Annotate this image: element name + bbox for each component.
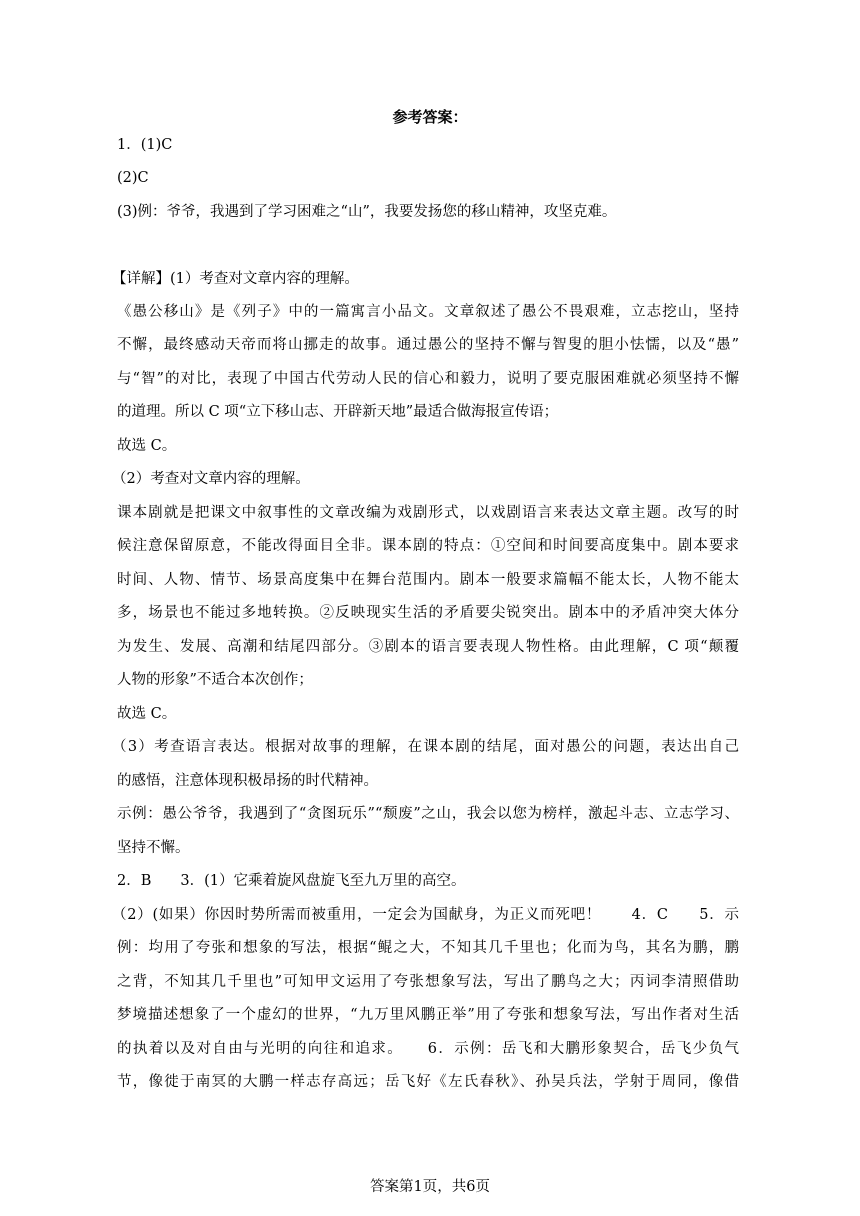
text-line: 【详解】(1）考查对文章内容的理解。 [112,271,359,287]
text-line: 时间、人物、情节、场景高度集中在舞台范围内。剧本一般要求篇幅不能太长，人物不能太 [117,572,739,588]
text-line: (2)C [117,170,149,186]
text-line: 《愚公移山》是《列子》中的一篇寓言小品文。文章叙述了愚公不畏艰难，立志挖山，坚持 [117,304,739,320]
text-line: 的道理。所以 C 项“立下移山志、开辟新天地”最适合做海报宣传语； [117,404,559,420]
text-line: 例：均用了夸张和想象的写法，根据“鲲之大，不知其几千里也；化而为鸟，其名为鹏，鹏 [117,940,739,956]
text-line: 与“智”的对比，表现了中国古代劳动人民的信心和毅力，说明了要克服困难就必须坚持不懈 [117,371,739,387]
text-line: 不懈，最终感动天帝而将山挪走的故事。通过愚公的坚持不懈与智叟的胆小怯懦，以及“愚” [117,337,739,353]
text-line: (3)例：爷爷，我遇到了学习困难之“山”，我要发扬您的移山精神，攻坚克难。 [117,204,617,220]
text-line: 为发生、发展、高潮和结尾四部分。③剧本的语言要表现人物性格。由此理解，C 项“颠覆 [117,639,739,655]
text-line: （3）考查语言表达。根据对故事的理解，在课本剧的结尾，面对愚公的问题，表达出自己 [112,739,739,755]
text-line: 故选 C。 [117,706,177,722]
text-line: 坚持不懈。 [117,840,190,856]
text-line: 节，像徙于南冥的大鹏一样志存高远；岳飞好《左氏春秋》、孙吴兵法，学射于周同，像借 [117,1074,739,1090]
text-line: 梦境描述想象了一个虚幻的世界，“九万里风鹏正举”用了夸张和想象写法，写出作者对生活 [117,1007,739,1023]
text-line: 课本剧就是把课文中叙事性的文章改编为戏剧形式，以戏剧语言来表达文章主题。改写的时 [117,505,739,521]
text-line: 1．(1)C [117,137,173,153]
text-line: 2．B 3．(1）它乘着旋风盘旋飞至九万里的高空。 [117,873,466,889]
page-footer: 答案第1页，共6页 [370,1179,490,1195]
page-title: 参考答案： [392,108,468,126]
text-line: 之背，不知其几千里也”可知甲文运用了夸张想象写法，写出了鹏鸟之大；丙词李清照借助 [117,974,739,990]
text-line: 示例：愚公爷爷，我遇到了“贪图玩乐”“颓废”之山，我会以您为榜样，激起斗志、立志学习、 [117,806,739,822]
text-line: 的执着以及对自由与光明的向往和追求。 6．示例：岳飞和大鹏形象契合，岳飞少负气 [117,1041,739,1057]
text-line: 多，场景也不能过多地转换。②反映现实生活的矛盾要尖锐突出。剧本中的矛盾冲突大体分 [117,605,739,621]
text-line: （2）考查对文章内容的理解。 [112,471,310,487]
text-line: 候注意保留原意，不能改得面目全非。课本剧的特点：①空间和时间要高度集中。剧本要求 [117,538,739,554]
text-line: 故选 C。 [117,438,177,454]
text-line: 的感悟，注意体现积极昂扬的时代精神。 [117,773,378,789]
text-line: 人物的形象”不适合本次创作； [117,672,313,688]
text-line: （2）(如果）你因时势所需而被重用，一定会为国献身，为正义而死吧！ 4．C 5．示 [112,907,739,923]
